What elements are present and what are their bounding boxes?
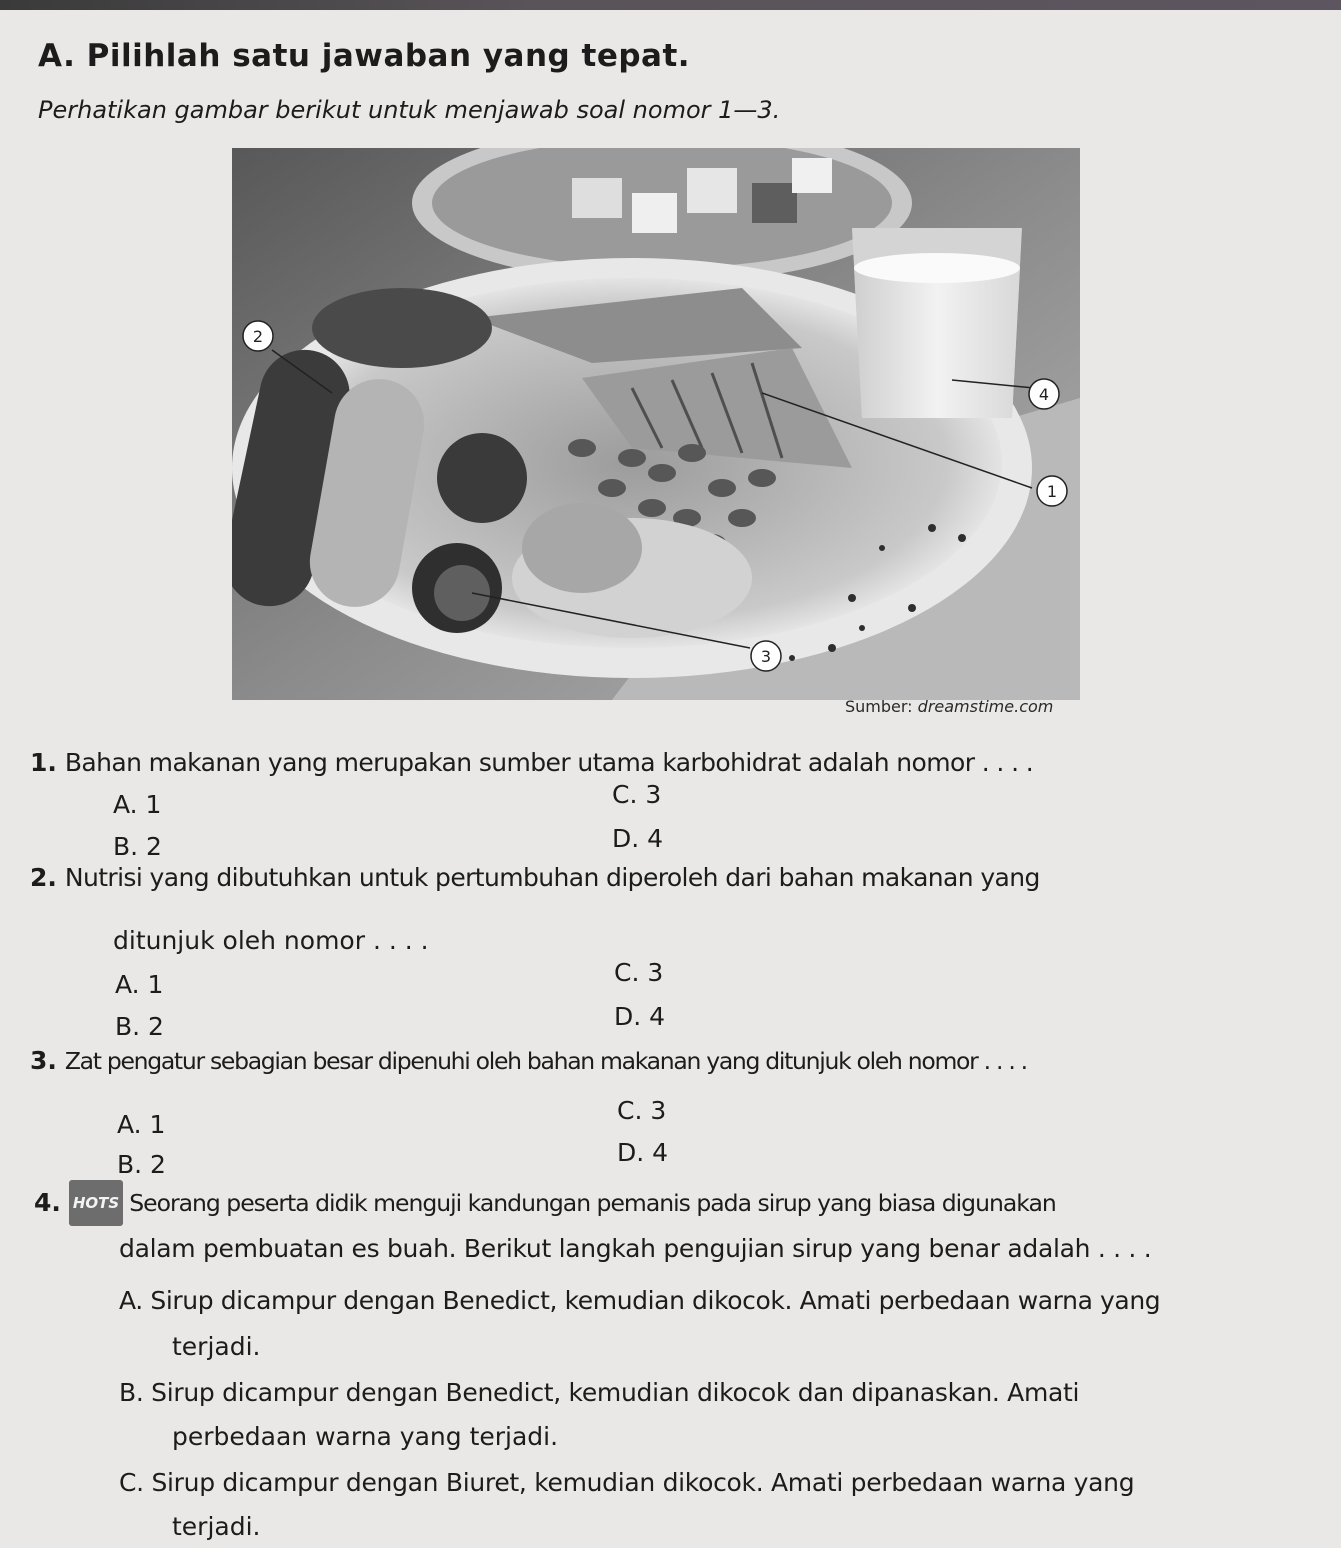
label-marker-2 [243, 321, 273, 351]
question-number: 2. [30, 863, 57, 892]
figure-instruction: Perhatikan gambar berikut untuk menjawab soal nomor 1—3. [38, 96, 781, 124]
q2-option-c[interactable]: C. 3 [614, 958, 664, 987]
q4-option-c-continuation: terjadi. [172, 1512, 261, 1541]
label-marker-1 [1037, 476, 1067, 506]
question-text: Nutrisi yang dibutuhkan untuk pertumbuhan diperoleh dari bahan makanan yang [64, 863, 1040, 892]
q1-option-c[interactable]: C. 3 [612, 780, 662, 809]
label-number: 3 [760, 647, 772, 666]
label-number: 2 [252, 327, 264, 346]
q3-option-c[interactable]: C. 3 [617, 1096, 667, 1125]
q3-option-b[interactable]: B. 2 [117, 1150, 166, 1179]
breakfast-photo [232, 148, 1080, 700]
question-text: dalam pembuatan es buah. Berikut langkah pengujian sirup yang benar adalah . . . . [119, 1234, 1152, 1263]
label-marker-3 [751, 641, 781, 671]
image-credit [845, 697, 1053, 716]
q3-option-d[interactable]: D. 4 [617, 1138, 669, 1167]
q4-option-a[interactable]: A. Sirup dicampur dengan Benedict, kemudian dikocok. Amati perbedaan warna yang [119, 1286, 1161, 1315]
label-marker-4 [1029, 379, 1059, 409]
question-text: Zat pengatur sebagian besar dipenuhi oleh bahan makanan yang ditunjuk oleh nomor . . . . [64, 1047, 1027, 1075]
q2-option-b[interactable]: B. 2 [115, 1012, 164, 1041]
section-title: A. Pilihlah satu jawaban yang tepat. [38, 38, 691, 74]
q4-option-b-continuation: perbedaan warna yang terjadi. [172, 1422, 559, 1451]
page-top-edge [0, 0, 1341, 10]
label-number: 1 [1046, 482, 1058, 501]
q4-option-b[interactable]: B. Sirup dicampur dengan Benedict, kemudian dikocok dan dipanaskan. Amati [119, 1378, 1080, 1407]
question-2-continuation: ditunjuk oleh nomor . . . . [113, 926, 429, 955]
question-3 [30, 1038, 1027, 1084]
q4-option-a-continuation: terjadi. [172, 1332, 261, 1361]
q1-option-a[interactable]: A. 1 [113, 790, 162, 819]
q3-option-a[interactable]: A. 1 [117, 1110, 166, 1139]
question-text: Seorang peserta didik menguji kandungan pemanis pada sirup yang biasa digunakan [129, 1189, 1056, 1217]
label-number: 4 [1038, 385, 1050, 404]
q2-option-d[interactable]: D. 4 [614, 1002, 666, 1031]
breakfast-illustration [232, 148, 1080, 700]
question-number: 1. [30, 748, 57, 777]
question-4-continuation [119, 1226, 1151, 1272]
q2-option-a[interactable]: A. 1 [115, 970, 164, 999]
q1-option-b[interactable]: B. 2 [113, 832, 162, 861]
credit-source: dreamstime.com [917, 697, 1054, 716]
q1-option-d[interactable]: D. 4 [612, 824, 664, 853]
question-4 [34, 1180, 1056, 1226]
question-text: Bahan makanan yang merupakan sumber utama karbohidrat adalah nomor . . . . [64, 748, 1034, 777]
question-2 [30, 855, 1040, 901]
hots-badge: HOTS [69, 1180, 123, 1226]
question-number: 3. [30, 1046, 57, 1075]
q4-option-c[interactable]: C. Sirup dicampur dengan Biuret, kemudian dikocok. Amati perbedaan warna yang [119, 1468, 1135, 1497]
credit-prefix: Sumber: [845, 697, 918, 716]
question-1 [30, 740, 1033, 786]
question-number: 4. [34, 1188, 61, 1217]
